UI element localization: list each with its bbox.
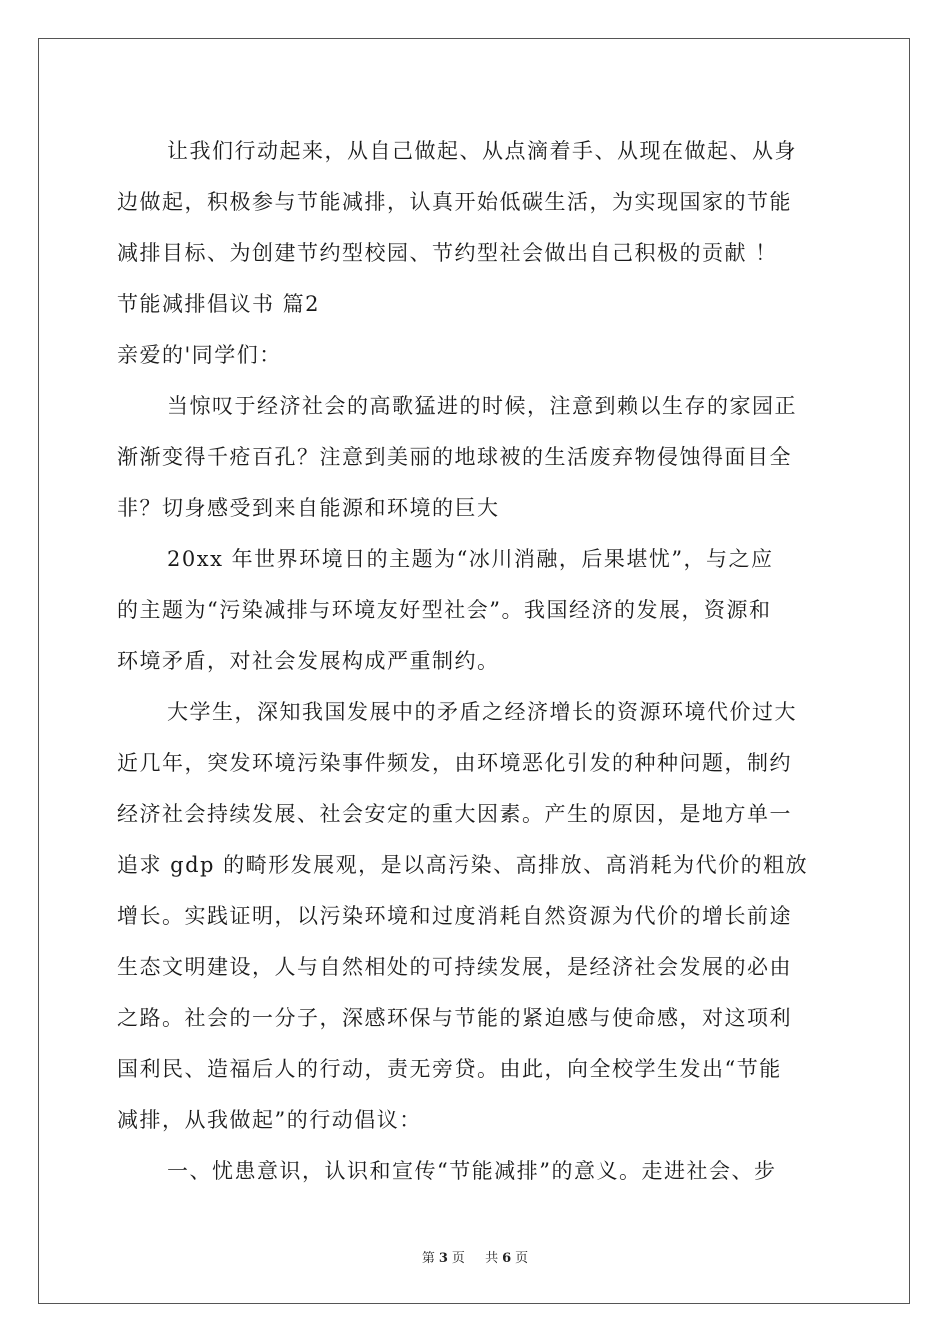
total-suffix: 页 [515,1251,529,1266]
paragraph-line: 当惊叹于经济社会的高歌猛进的时候，注意到赖以生存的家园正 [167,394,797,418]
paragraph-line: 的主题为“污染减排与环境友好型社会”。我国经济的发展，资源和 [117,598,772,622]
paragraph-line: 减排，从我做起”的行动倡议： [117,1108,422,1132]
total-prefix: 共 [485,1251,499,1266]
paragraph-line: 边做起，积极参与节能减排，认真开始低碳生活，为实现国家的节能 [117,190,792,214]
paragraph-line: 一、忧患意识，认识和宣传“节能减排”的意义。走进社会、步 [167,1159,777,1183]
paragraph-line: 非？切身感受到来自能源和环境的巨大 [117,496,500,520]
document-body [117,126,833,1197]
paragraph-line: 经济社会持续发展、社会安定的重大因素。产生的原因，是地方单一 [117,802,792,826]
paragraph-line: 环境矛盾，对社会发展构成严重制约。 [117,649,500,673]
paragraph-line: 国利民、造福后人的行动，责无旁贷。由此，向全校学生发出“节能 [117,1057,782,1081]
total-indicator [481,1251,532,1266]
page-prefix: 第 [421,1251,435,1266]
paragraph-line: 近几年，突发环境污染事件频发，由环境恶化引发的种种问题，制约 [117,751,792,775]
paragraph-line: 追求 gdp 的畸形发展观，是以高污染、高排放、高消耗为代价的粗放 [117,853,809,877]
page-number: 3 [438,1251,448,1266]
page-indicator [418,1251,469,1266]
paragraph-line: 增长。实践证明，以污染环境和过度消耗自然资源为代价的增长前途 [117,904,792,928]
total-pages: 6 [502,1251,512,1266]
page-suffix: 页 [451,1251,465,1266]
greeting: 亲爱的'同学们： [117,343,282,367]
paragraph-line: 减排目标、为创建节约型校园、节约型社会做出自己积极的贡献 ！ [117,241,778,265]
paragraph-line: 让我们行动起来，从自己做起、从点滴着手、从现在做起、从身 [167,139,797,163]
paragraph-line: 渐渐变得千疮百孔？注意到美丽的地球被的生活废弃物侵蚀得面目全 [117,445,792,469]
paragraph-line: 之路。社会的一分子，深感环保与节能的紧迫感与使命感，对这项利 [117,1006,792,1030]
section-title: 节能减排倡议书 篇2 [117,292,321,316]
page-footer [0,1247,950,1266]
paragraph-line: 生态文明建设，人与自然相处的可持续发展，是经济社会发展的必由 [117,955,792,979]
paragraph-line: 大学生，深知我国发展中的矛盾之经济增长的资源环境代价过大 [167,700,797,724]
paragraph-line: 20xx 年世界环境日的主题为“冰川消融，后果堪忧”，与之应 [167,547,774,571]
